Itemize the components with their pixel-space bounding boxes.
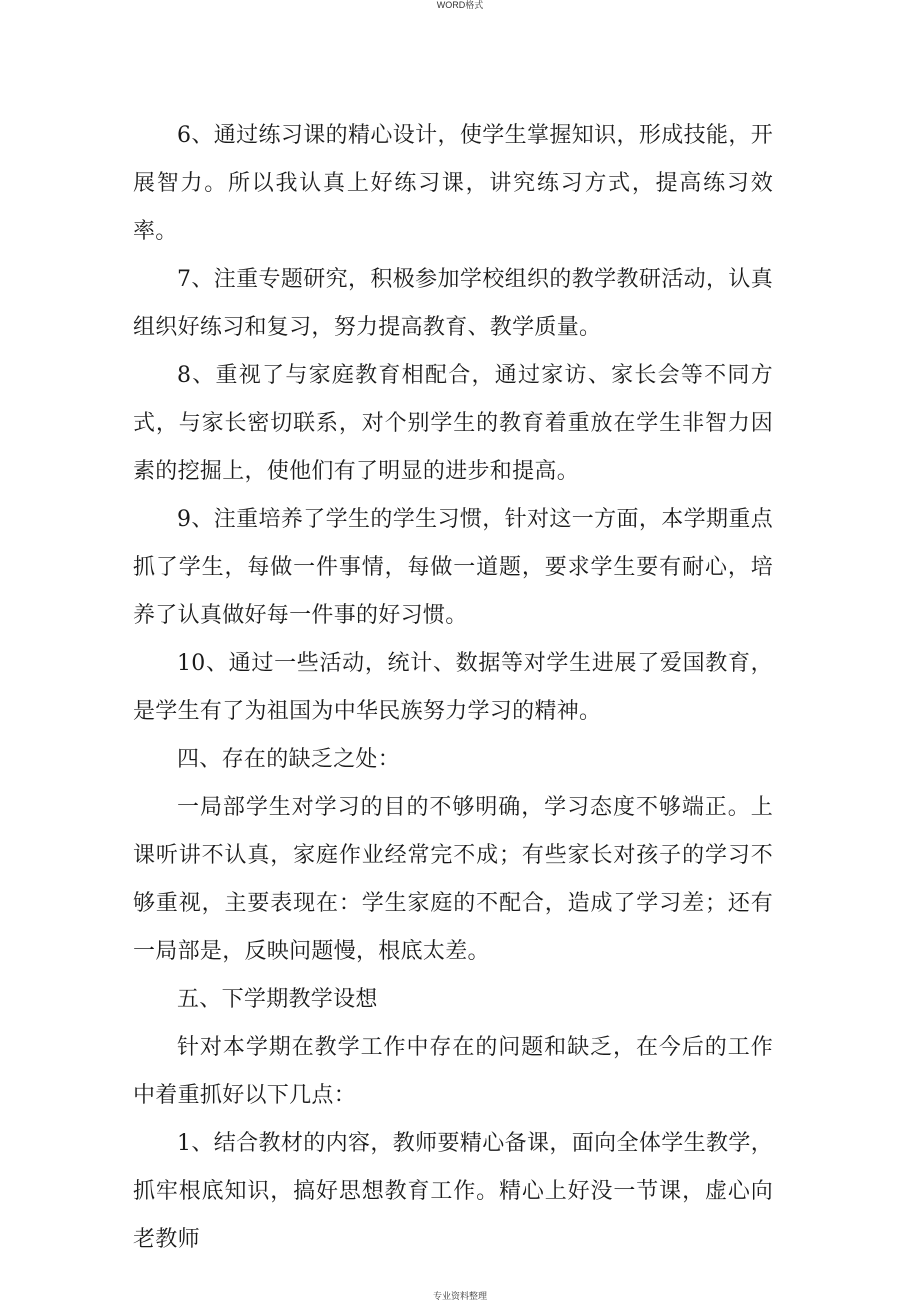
paragraph-item-6: 6、通过练习课的精心设计，使学生掌握知识，形成技能，开展智力。所以我认真上好练习课，讲究练习方式，提高练习效率。: [133, 123, 773, 244]
section-heading-shortcomings: 四、存在的缺乏之处：: [177, 747, 401, 772]
paragraph-item-10: 10、通过一些活动，统计、数据等对学生进展了爱国教育，是学生有了为祖国为中华民族努力学习的精神。: [133, 651, 773, 724]
section-heading-next-term: 五、下学期教学设想: [177, 987, 378, 1012]
paragraph-next-term-item-1: 1、结合教材的内容，教师要精心备课，面向全体学生教学，抓牢根底知识，搞好思想教育工作。精心上好没一节课，虚心向老教师: [133, 1131, 773, 1252]
document-body: [133, 112, 773, 1264]
paragraph-next-term-intro: 针对本学期在教学工作中存在的问题和缺乏，在今后的工作中着重抓好以下几点：: [133, 1035, 773, 1108]
page-header: WORD格式: [436, 0, 484, 10]
paragraph-shortcomings: 一局部学生对学习的目的不够明确，学习态度不够端正。上课听讲不认真，家庭作业经常完不成；有些家长对孩子的学习不够重视，主要表现在：学生家庭的不配合，造成了学习差；还有一局部是，反映问题慢，根底太差。: [133, 795, 773, 964]
page-footer: 专业资料整理: [432, 1291, 487, 1301]
paragraph-item-8: 8、重视了与家庭教育相配合，通过家访、家长会等不同方式，与家长密切联系，对个别学生的教育着重放在学生非智力因素的挖掘上，使他们有了明显的进步和提高。: [133, 363, 773, 484]
paragraph-item-9: 9、注重培养了学生的学生习惯，针对这一方面，本学期重点抓了学生，每做一件事情，每做一道题，要求学生要有耐心，培养了认真做好每一件事的好习惯。: [133, 507, 773, 628]
paragraph-item-7: 7、注重专题研究，积极参加学校组织的教学教研活动，认真组织好练习和复习，努力提高教育、教学质量。: [133, 267, 773, 340]
